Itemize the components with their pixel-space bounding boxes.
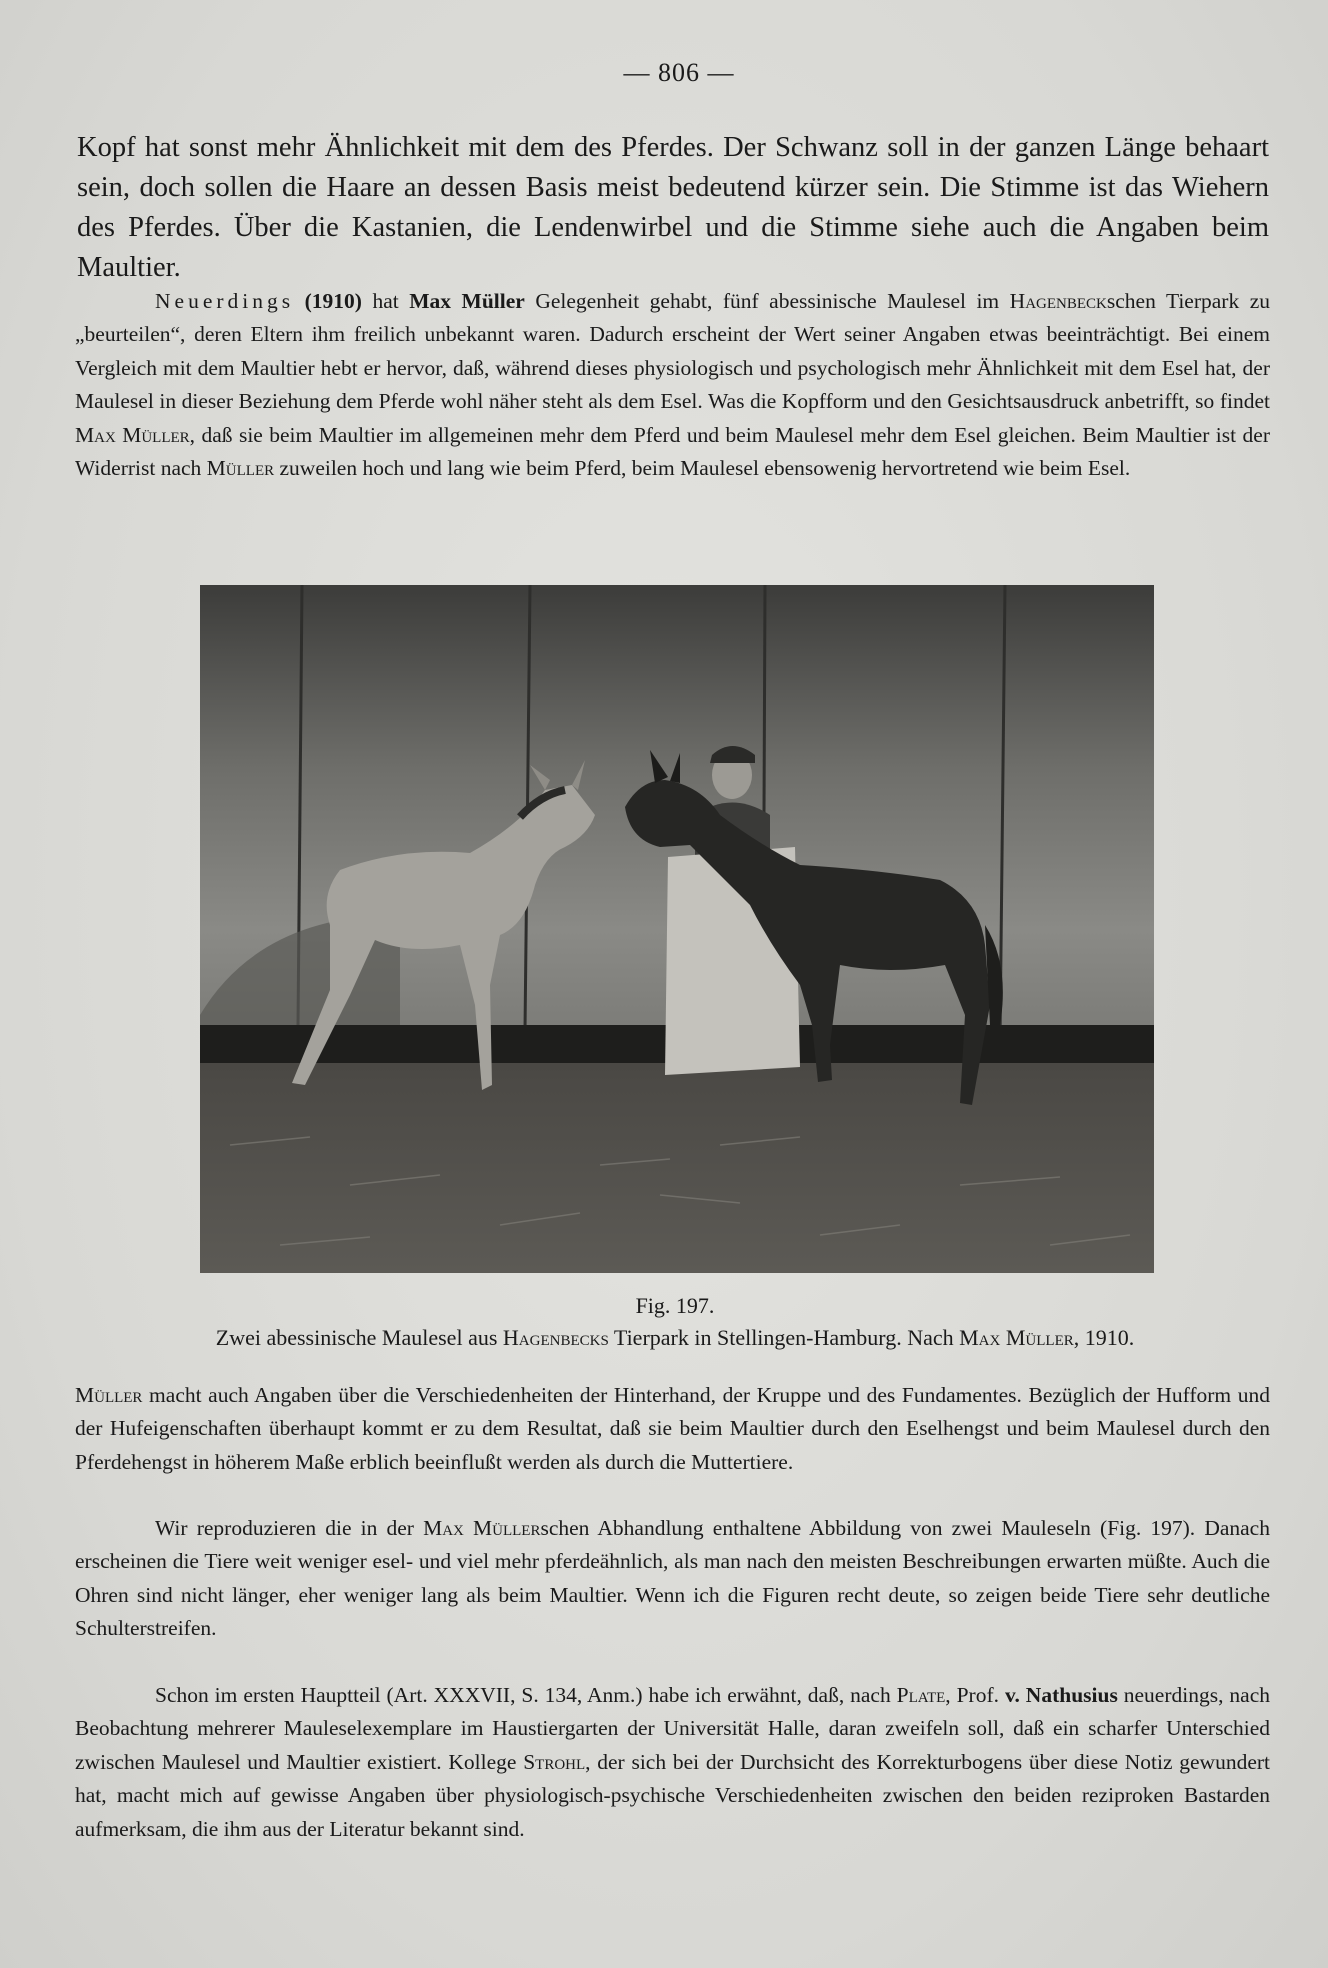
author-name-3: Müller (206, 456, 275, 481)
year-ref: (1910) (304, 289, 362, 313)
author-name-5: Max Müller (423, 1516, 541, 1540)
photo-ground (200, 1063, 1154, 1273)
caption-author: Max Müller (959, 1325, 1074, 1350)
paragraph-neuerdings: Neuerdings (1910) hat Max Müller Gelegenheit gehabt, fünf abessinische Maulesel im Hagenbeckschen Tierpark zu „beurteilen“, deren Eltern ihm freilich unbekannt waren. Dadurch erscheint der Wert seiner Angaben etwas beeinträchtigt. Bei einem Vergleich mit dem Maultier hebt er hervor, daß, während dieses physiologisch und psychologisch mehr Ähnlichkeit mit dem Esel hat, der Maulesel in dieser Beziehung dem Pferde wohl näher steht als dem Esel. Was die Kopfform und den Gesichtsausdruck anbetrifft, so findet Max Müller, daß sie beim Maultier im allgemeinen mehr dem Pferd und beim Maulesel mehr dem Esel gleichen. Beim Maultier ist der Widerrist nach Müller zuweilen hoch und lang wie beim Pferd, beim Maulesel ebensowenig hervortretend wie beim Esel. (75, 289, 1270, 481)
figure-caption: Zwei abessinische Maulesel aus Hagenbecks Tierpark in Stellingen-Hamburg. Nach Max Müller, 1910. (215, 1325, 1135, 1350)
author-name-4: Müller (75, 1383, 143, 1407)
nathusius-name: v. Nathusius (1004, 1683, 1118, 1707)
paragraph-reproduzieren: Wir reproduzieren die in der Max Müllerschen Abhandlung enthaltene Abbildung von zwei Mauleseln (Fig. 197). Danach erscheinen die Tiere weit weniger esel- und viel mehr pferdeähnlich, als man nach den meisten Beschreibungen erwarten müßte. Auch die Ohren sind nicht länger, eher weniger lang als beim Maultier. Wenn ich die Figuren recht deute, so zeigen beide Tiere sehr deutliche Schulterstreifen. (75, 1516, 1270, 1641)
caption-hagenbeck: Hagenbecks (502, 1325, 609, 1350)
lead-word: Neuerdings (155, 289, 295, 313)
intro-paragraph: Kopf hat sonst mehr Ähnlichkeit mit dem des Pferdes. Der Schwanz soll in der ganzen Länge behaart sein, doch sollen die Haare an dessen Basis meist bedeutend kürzer sein. Die Stimme ist das Wiehern des Pferdes. Über die Kastanien, die Lendenwirbel und die Stimme siehe auch die Angaben beim Maultier. (77, 132, 1269, 283)
photograph (200, 585, 1154, 1273)
paragraph-hauptteil: Schon im ersten Hauptteil (Art. XXXVII, S. 134, Anm.) habe ich erwähnt, daß, nach Plate, Prof. v. Nathusius neuerdings, nach Beobachtung mehrerer Mauleselexemplare im Haustiergarten der Universität Halle, daran zweifeln soll, daß ein scharfer Unterschied zwischen Maulesel und Maultier existiert. Kollege Strohl, der sich bei der Durchsicht des Korrekturbogens über diese Notiz gewundert hat, macht mich auf gewisse Angaben über physiologisch-psychische Verschiedenheiten zwischen den beiden reziproken Bastarden aufmerksam, die ihm aus der Literatur bekannt sind. (75, 1683, 1270, 1841)
page-number: — 806 — (623, 58, 735, 87)
figure-photograph-mules (200, 585, 1154, 1273)
author-name-2: Max Müller (75, 422, 190, 447)
hagenbeck-name: Hagenbeck (1009, 289, 1107, 313)
author-name: Max Müller (409, 289, 525, 313)
figure-label: Fig. 197. (635, 1293, 715, 1318)
paragraph-mueller-hinterhand: Müller macht auch Angaben über die Verschiedenheiten der Hinterhand, der Kruppe und des Fundamentes. Bezüglich der Hufform und der Hufeigenschaften überhaupt kommt er zu dem Resultat, daß sie beim Maultier durch den Eselhengst und beim Maulesel durch den Pferdehengst in höherem Maße erblich beeinflußt werden als durch die Muttertiere. (75, 1383, 1270, 1474)
strohl-name: Strohl (523, 1749, 586, 1774)
plate-name: Plate (896, 1683, 946, 1707)
